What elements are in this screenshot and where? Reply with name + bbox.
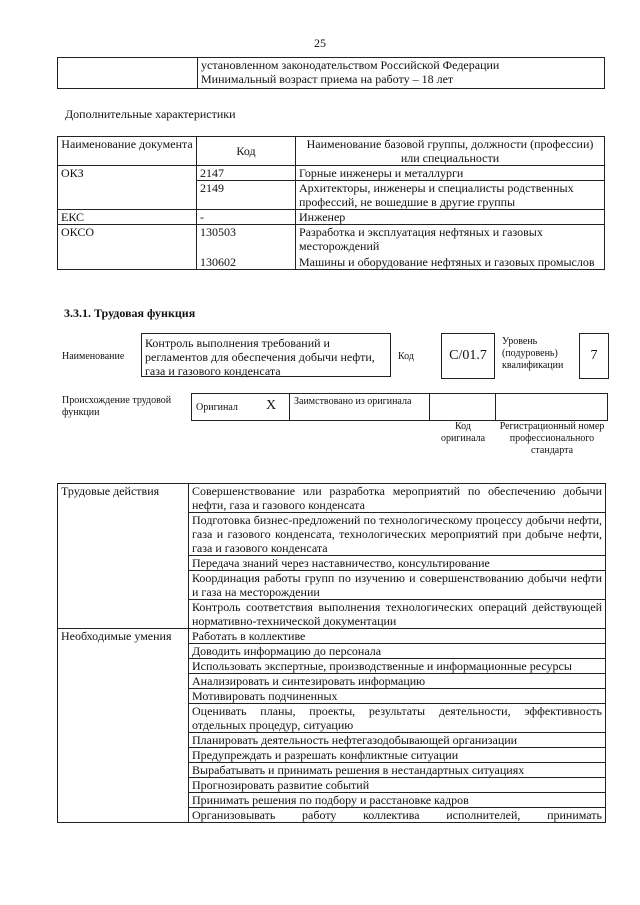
row-code: 2149	[197, 181, 296, 210]
name-label: Наименование	[62, 351, 125, 362]
top-continuation-table	[57, 57, 605, 89]
skill: Доводить информацию до персонала	[189, 644, 606, 659]
skill: Оценивать планы, проекты, результаты деятельности, эффективность отдельных процедур, ситуацию	[189, 704, 606, 733]
origin-label: Происхождение трудовой функции	[62, 395, 172, 418]
function-name-box	[141, 333, 391, 377]
level-value: 7	[590, 348, 598, 363]
borrowed-label: Заимствовано из оригинала	[294, 396, 412, 407]
function-heading: 3.3.1. Трудовая функция	[64, 306, 196, 320]
row-code: 2147	[197, 166, 296, 181]
labor-action: Контроль соответствия выполнения технологических операций действующей нормативно-технической документации	[189, 600, 606, 629]
continuation-text: установленном законодательством Российской Федерации	[201, 58, 500, 72]
code-box	[441, 333, 495, 379]
skills-label: Необходимые умения	[58, 629, 189, 823]
header-code: Код	[197, 137, 296, 166]
row-name	[296, 225, 605, 270]
row-name-value: Разработка и эксплуатация нефтяных и газовых месторождений	[299, 225, 543, 253]
row-code	[197, 225, 296, 270]
extra-characteristics-table	[57, 136, 605, 270]
divider	[429, 394, 430, 420]
row-name: Инженер	[296, 210, 605, 225]
level-box	[579, 333, 609, 379]
code-original-caption: Код оригинала	[440, 421, 486, 444]
header-doc: Наименование документа	[58, 137, 197, 166]
level-label: Уровень (подуровень) квалификации	[502, 336, 564, 371]
table-cell-empty	[58, 58, 198, 89]
table-row	[58, 166, 605, 181]
labor-actions-label: Трудовые действия	[58, 484, 189, 629]
row-code-value: 130602	[200, 255, 236, 269]
table-row	[58, 210, 605, 225]
header-name: Наименование базовой группы, должности (профессии) или специальности	[296, 137, 605, 166]
skill: Работать в коллективе	[189, 629, 606, 644]
skill: Прогнозировать развитие событий	[189, 778, 606, 793]
skill: Использовать экспертные, производственные и информационные ресурсы	[189, 659, 606, 674]
table-row	[58, 58, 605, 89]
row-name: Горные инженеры и металлурги	[296, 166, 605, 181]
row-name: Архитекторы, инженеры и специалисты родственных профессий, не вошедшие в другие группы	[296, 181, 605, 210]
divider	[495, 394, 496, 420]
table-cell	[198, 58, 605, 89]
table-row	[58, 484, 606, 513]
function-name-value: Контроль выполнения требований и регламентов для обеспечения добычи нефти, газа и газового конденсата	[145, 336, 375, 378]
row-doc: ОКСО	[58, 225, 197, 270]
row-doc: ЕКС	[58, 210, 197, 225]
row-name-value: Машины и оборудование нефтяных и газовых промыслов	[299, 255, 595, 269]
row-code-value: 130503	[200, 225, 236, 239]
min-age-text: Минимальный возраст приема на работу – 18 лет	[201, 72, 454, 86]
origin-row	[191, 393, 608, 421]
reg-number-caption: Регистрационный номер профессионального стандарта	[499, 421, 605, 456]
skill: Вырабатывать и принимать решения в нестандартных ситуациях	[189, 763, 606, 778]
skill: Предупреждать и разрешать конфликтные ситуации	[189, 748, 606, 763]
labor-action: Передача знаний через наставничество, консультирование	[189, 556, 606, 571]
table-row	[58, 629, 606, 644]
code-label: Код	[398, 351, 414, 362]
code-value: C/01.7	[449, 348, 487, 363]
skill: Анализировать и синтезировать информацию	[189, 674, 606, 689]
labor-action: Подготовка бизнес-предложений по технологическому процессу добычи нефти, газа и газового конденсата, технологических мероприятий при добыче нефти, газа и газового конденсата	[189, 513, 606, 556]
main-table	[57, 483, 606, 823]
original-label: Оригинал	[196, 402, 238, 413]
skill: Организовывать работу коллектива исполнителей, принимать	[189, 808, 606, 823]
original-mark: X	[266, 398, 277, 413]
divider	[289, 394, 290, 420]
row-code: -	[197, 210, 296, 225]
row-doc: ОКЗ	[58, 166, 197, 210]
labor-action: Координация работы групп по изучению и совершенствованию добычи нефти и газа на месторождении	[189, 571, 606, 600]
skill: Принимать решения по подбору и расстановке кадров	[189, 793, 606, 808]
table-header-row	[58, 137, 605, 166]
skill: Мотивировать подчиненных	[189, 689, 606, 704]
section-title: Дополнительные характеристики	[65, 107, 236, 121]
page-number: 25	[314, 36, 326, 50]
skill: Планировать деятельность нефтегазодобывающей организации	[189, 733, 606, 748]
table-row	[58, 225, 605, 270]
labor-action: Совершенствование или разработка мероприятий по обеспечению добычи нефти, газа и газового конденсата	[189, 484, 606, 513]
